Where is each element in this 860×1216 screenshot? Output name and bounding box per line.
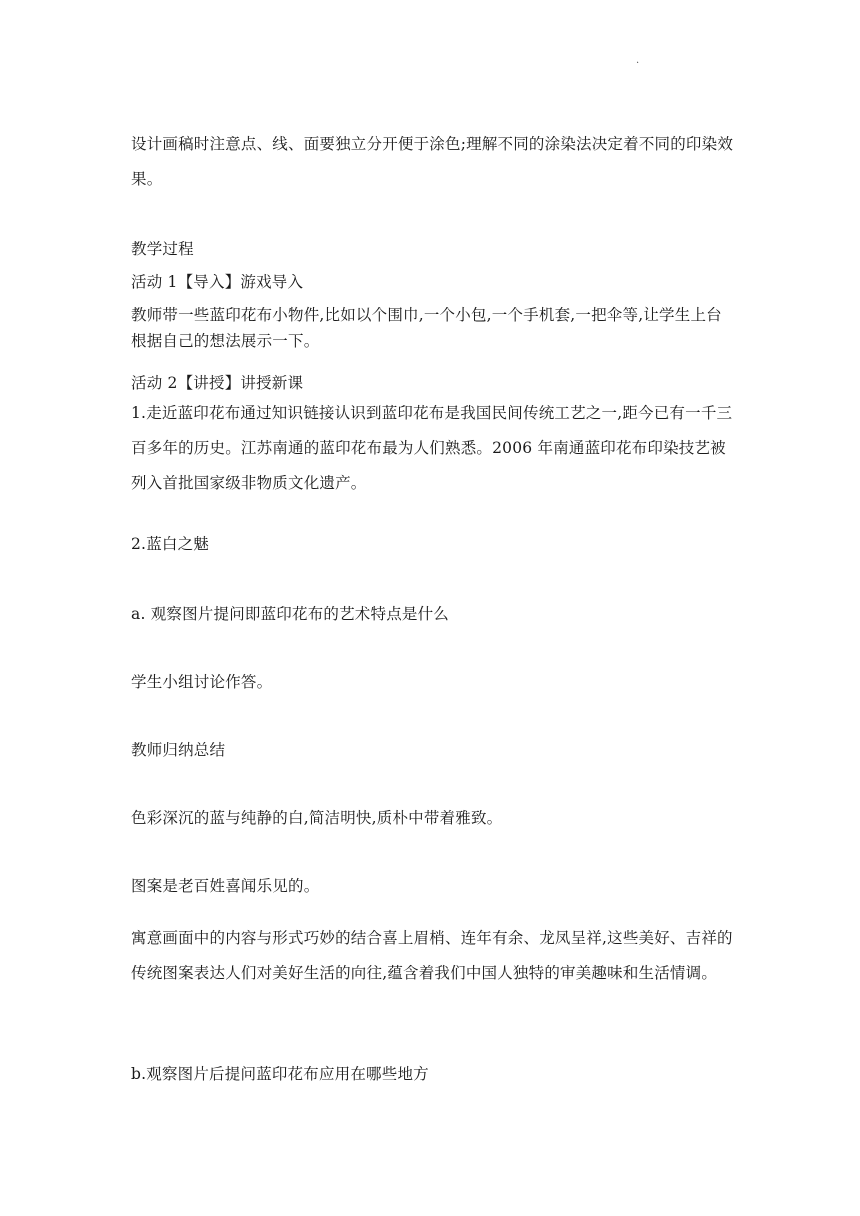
heading-section-2: 2.蓝白之魅 <box>131 535 209 553</box>
paragraph-teacher-summary: 教师归纳总结 <box>131 741 226 759</box>
paragraph-section-1: 1.走近蓝印花布通过知识链接认识到蓝印花布是我国民间传统工艺之一,距今已有一千三百多年的历史。江苏南通的蓝印花布最为人们熟悉。2006 年南通蓝印花布印染技艺被列入首批国家级非物质文化遗产。 <box>131 404 733 492</box>
paragraph-question-a: a. 观察图片提问即蓝印花布的艺术特点是什么 <box>131 605 449 623</box>
paragraph-meaning: 寓意画面中的内容与形式巧妙的结合喜上眉梢、连年有余、龙凤呈祥,这些美好、吉祥的传统图案表达人们对美好生活的向往,蕴含着我们中国人独特的审美趣味和生活情调。 <box>131 929 733 982</box>
paragraph-activity-1-body: 教师带一些蓝印花布小物件,比如以个围巾,一个小包,一个手机套,一把伞等,让学生上台根据自己的想法展示一下。 <box>131 306 722 350</box>
paragraph-color: 色彩深沉的蓝与纯静的白,简洁明快,质朴中带着雅致。 <box>131 809 503 827</box>
paragraph-student-discussion: 学生小组讨论作答。 <box>131 673 273 691</box>
heading-activity-2: 活动 2【讲授】讲授新课 <box>131 374 304 392</box>
paragraph-pattern: 图案是老百姓喜闻乐见的。 <box>131 877 320 895</box>
header-mark: . <box>636 55 640 66</box>
paragraph-question-b: b.观察图片后提问蓝印花布应用在哪些地方 <box>131 1065 429 1083</box>
heading-teaching-process: 教学过程 <box>131 240 194 258</box>
paragraph-design-notes: 设计画稿时注意点、线、面要独立分开便于涂色;理解不同的涂染法决定着不同的印染效果。 <box>131 135 734 188</box>
heading-activity-1: 活动 1【导入】游戏导入 <box>131 273 304 291</box>
